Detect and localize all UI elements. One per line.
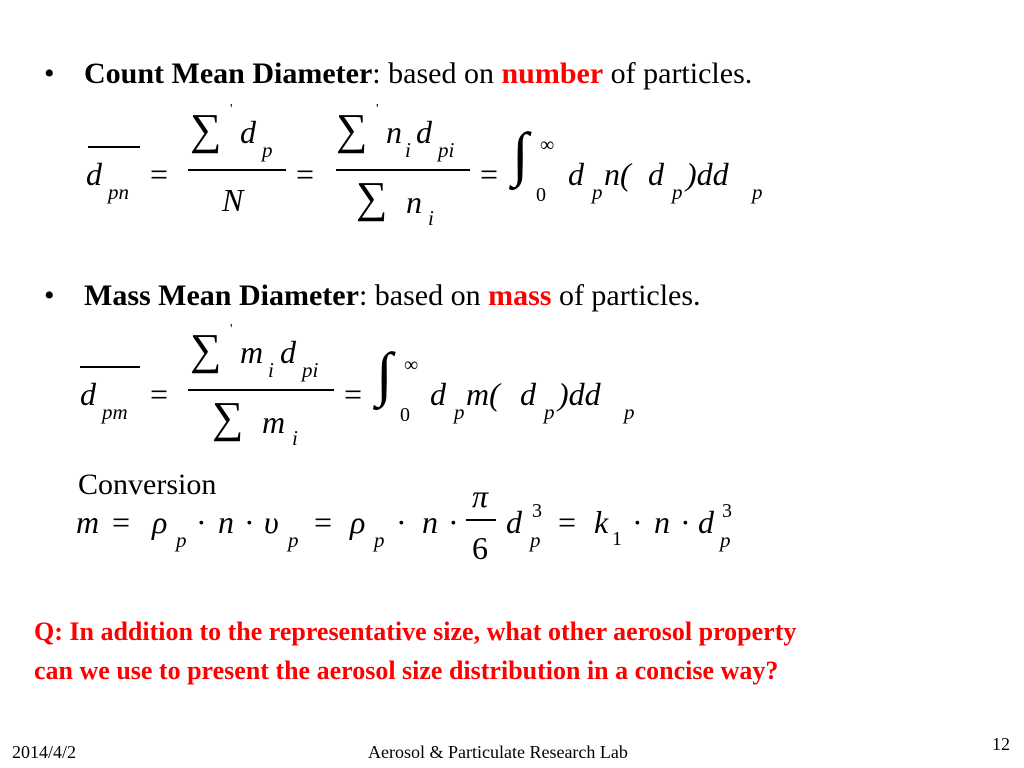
upsilon-symbol: υ <box>264 504 279 540</box>
integrand-d: d <box>430 376 446 412</box>
conv-n: n <box>654 504 670 540</box>
equals-sign: = <box>344 376 363 412</box>
integrand-n: n( <box>604 156 631 192</box>
integral-symbol: ∫ <box>512 121 529 187</box>
footer-page-number: 12 <box>992 734 1010 754</box>
lhs-sub: pn <box>108 180 129 204</box>
sum-mark: ' <box>376 102 379 117</box>
t2-num-n: n <box>386 114 402 150</box>
num-d-sub: pi <box>302 358 319 382</box>
integrand-d-sub: p <box>454 400 465 424</box>
integral-symbol: ∫ <box>376 341 393 407</box>
count-mean-text-before: based on <box>380 57 502 90</box>
num-d: d <box>280 334 296 370</box>
mass-mean-highlight: mass <box>488 279 552 312</box>
conv-m: m <box>76 504 100 540</box>
bullet-icon: • <box>44 57 55 90</box>
t2-den-sub: i <box>428 206 434 230</box>
equals-sign: = <box>296 156 315 192</box>
dot-operator: · <box>680 504 691 540</box>
equals-sign: = <box>112 504 131 540</box>
sum-symbol: ∑ <box>190 325 222 374</box>
t2-den-n: n <box>406 184 422 220</box>
t1-den: N <box>222 182 244 218</box>
sum-symbol: ∑ <box>336 105 368 154</box>
dot-operator: · <box>632 504 643 540</box>
integral-upper: ∞ <box>540 134 555 156</box>
question-line-1: Q: In addition to the representative size, what other aerosol property <box>34 617 797 646</box>
mass-mean-text-before: based on <box>367 279 489 312</box>
conv-d: d <box>698 504 714 540</box>
lhs-overline <box>88 146 140 148</box>
six: 6 <box>472 530 488 566</box>
sum-mark: ' <box>230 102 233 117</box>
integrand-d-sub: p <box>592 180 603 204</box>
sum-symbol: ∑ <box>212 393 244 442</box>
t2-fraction-bar <box>336 169 470 171</box>
integral-lower: 0 <box>400 404 410 426</box>
t2-num-d: d <box>416 114 432 150</box>
dot-operator: · <box>396 504 407 540</box>
t1-fraction-bar <box>188 169 286 171</box>
mass-mean-bullet-line <box>44 278 701 314</box>
upsilon-sub: p <box>288 528 299 552</box>
count-mean-colon: : <box>372 57 381 90</box>
conv-n: n <box>422 504 438 540</box>
lhs-var: d <box>80 376 96 412</box>
conv-n: n <box>218 504 234 540</box>
integrand-dp-sub: p <box>544 400 555 424</box>
d-sup: 3 <box>722 500 732 522</box>
mass-mean-text-after: of particles. <box>551 279 701 312</box>
integral-upper: ∞ <box>404 354 419 376</box>
equals-sign: = <box>558 504 577 540</box>
equals-sign: = <box>314 504 333 540</box>
count-mean-bullet-line <box>44 56 752 92</box>
integrand-dp: d <box>648 156 664 192</box>
bullet-icon: • <box>44 279 55 312</box>
t1-num-sub: p <box>262 138 273 162</box>
integrand-ddp-sub: p <box>752 180 763 204</box>
lhs-var: d <box>86 156 102 192</box>
rho-sub: p <box>176 528 187 552</box>
fraction-bar <box>188 389 334 391</box>
mass-mean-colon: : <box>358 279 368 312</box>
footer-lab-name: Aerosol & Particulate Research Lab <box>368 742 628 762</box>
count-mean-text-after: of particles. <box>603 57 753 90</box>
equals-sign: = <box>480 156 499 192</box>
rho-symbol: ρ <box>350 504 366 540</box>
rho-sub: p <box>374 528 385 552</box>
d-sub: p <box>530 528 541 552</box>
integrand-ddp: )dd <box>558 376 601 412</box>
k-sub: 1 <box>612 528 622 550</box>
equals-sign: = <box>150 156 169 192</box>
question-line-2: can we use to present the aerosol size distribution in a concise way? <box>34 656 779 685</box>
t1-num-var: d <box>240 114 256 150</box>
dot-operator: · <box>244 504 255 540</box>
d-sup: 3 <box>532 500 542 522</box>
conv-d: d <box>506 504 522 540</box>
conversion-label: Conversion <box>78 468 217 501</box>
count-mean-highlight: number <box>501 57 604 90</box>
t2-num-d-sub: pi <box>438 138 455 162</box>
sum-mark: ' <box>230 322 233 337</box>
sum-symbol: ∑ <box>190 105 222 154</box>
integrand-d: d <box>568 156 584 192</box>
lhs-overline <box>80 366 140 368</box>
dot-operator: · <box>196 504 207 540</box>
den-m: m <box>262 404 286 440</box>
count-mean-term: Count Mean Diameter <box>84 57 373 90</box>
sum-symbol: ∑ <box>356 173 388 222</box>
question-block <box>34 612 1014 690</box>
pi-symbol: π <box>472 478 489 514</box>
integrand-m: m( <box>466 376 500 412</box>
integrand-ddp-sub: p <box>624 400 635 424</box>
lhs-sub: pm <box>102 400 128 424</box>
integrand-dp: d <box>520 376 536 412</box>
integral-lower: 0 <box>536 184 546 206</box>
d-sub: p <box>720 528 731 552</box>
conv-k: k <box>594 504 609 540</box>
num-m: m <box>240 334 264 370</box>
den-sub: i <box>292 426 298 450</box>
equals-sign: = <box>150 376 169 412</box>
t2-num-n-sub: i <box>405 138 411 162</box>
dot-operator: · <box>448 504 459 540</box>
num-m-sub: i <box>268 358 274 382</box>
integrand-dp-sub: p <box>672 180 683 204</box>
footer-date: 2014/4/2 <box>12 742 77 762</box>
integrand-ddp: )dd <box>686 156 729 192</box>
pi-fraction-bar <box>466 519 496 521</box>
rho-symbol: ρ <box>152 504 168 540</box>
mass-mean-term: Mass Mean Diameter <box>84 279 359 312</box>
